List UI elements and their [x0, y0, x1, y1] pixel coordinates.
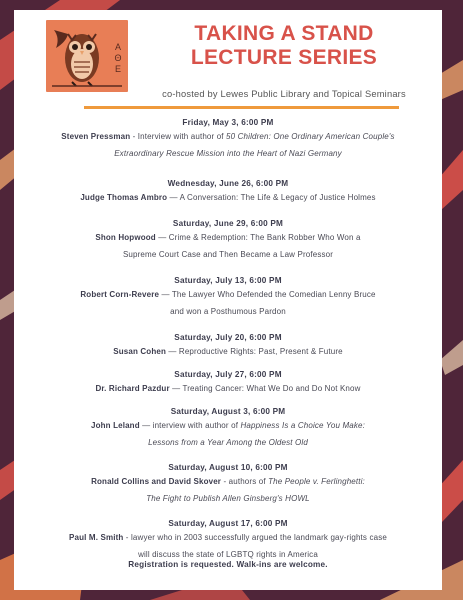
event-date: Saturday, June 29, 6:00 PM — [172, 219, 284, 228]
event-description: Dr. Richard Pazdur — Treating Cancer: What We Do and Do Not Know — [95, 384, 361, 393]
title-line-1: TAKING A STAND — [194, 22, 374, 45]
event-description: Shon Hopwood — Crime & Redemption: The Bank Robber Who Won a Supreme Court Case and Then Became a Law Professor — [95, 233, 361, 259]
event-date: Wednesday, June 26, 6:00 PM — [167, 179, 289, 188]
event-date: Saturday, August 10, 6:00 PM — [168, 463, 288, 472]
event-speaker: Judge Thomas Ambro — [80, 193, 168, 202]
event-7 — [14, 406, 442, 451]
event-speaker: John Leland — [90, 421, 140, 430]
event-speaker: Paul M. Smith — [69, 533, 124, 542]
divider-rule — [84, 106, 399, 109]
event-date: Saturday, August 17, 6:00 PM — [168, 519, 288, 528]
event-description: Paul M. Smith - lawyer who in 2003 successfully argued the landmark gay-rights case will discuss the state of LGBTQ rights in America — [69, 533, 387, 559]
event-3 — [14, 218, 442, 263]
event-description: Ronald Collins and David Skover - authors of The People v. Ferlinghetti: The Fight to Publish Allen Ginsberg's HOWL — [91, 477, 365, 503]
event-description: Steven Pressman - Interview with author of 50 Children: One Ordinary American Couple's Extraordinary Rescue Mission into the Heart of Nazi Germany — [61, 132, 395, 158]
event-9 — [14, 518, 442, 563]
event-speaker: Ronald Collins and David Skover — [91, 477, 222, 486]
page-title — [134, 22, 434, 70]
event-speaker: Robert Corn-Revere — [80, 290, 160, 299]
subtitle: co-hosted by Lewes Public Library and Topical Seminars — [162, 89, 406, 99]
poster-card — [14, 10, 442, 590]
event-1 — [14, 117, 442, 162]
event-description: Robert Corn-Revere — The Lawyer Who Defended the Comedian Lenny Bruce and won a Posthumous Pardon — [80, 290, 376, 316]
event-8 — [14, 462, 442, 507]
event-6 — [14, 369, 442, 397]
event-description: John Leland — interview with author of Happiness Is a Choice You Make: Lessons from a Year Among the Oldest Old — [90, 421, 366, 447]
event-2 — [14, 178, 442, 206]
event-4 — [14, 275, 442, 320]
event-5 — [14, 332, 442, 360]
event-date: Saturday, July 27, 6:00 PM — [174, 370, 282, 379]
event-date: Saturday, August 3, 6:00 PM — [170, 407, 286, 416]
lecture-schedule — [14, 117, 442, 563]
event-date: Saturday, July 13, 6:00 PM — [174, 276, 282, 285]
owl-logo — [46, 20, 128, 92]
registration-note: Registration is requested. Walk-ins are welcome. — [128, 560, 328, 569]
event-speaker: Susan Cohen — [113, 347, 166, 356]
event-speaker: Shon Hopwood — [95, 233, 156, 242]
event-speaker: Steven Pressman — [61, 132, 131, 141]
title-line-2: LECTURE SERIES — [190, 46, 378, 69]
event-description: Susan Cohen — Reproductive Rights: Past, Present & Future — [113, 347, 343, 356]
event-description: Judge Thomas Ambro — A Conversation: The Life & Legacy of Justice Holmes — [80, 193, 376, 202]
logo-letters: ΑΘΕ — [114, 42, 122, 74]
event-date: Friday, May 3, 6:00 PM — [182, 118, 274, 127]
event-speaker: Dr. Richard Pazdur — [95, 384, 170, 393]
event-date: Saturday, July 20, 6:00 PM — [174, 333, 282, 342]
